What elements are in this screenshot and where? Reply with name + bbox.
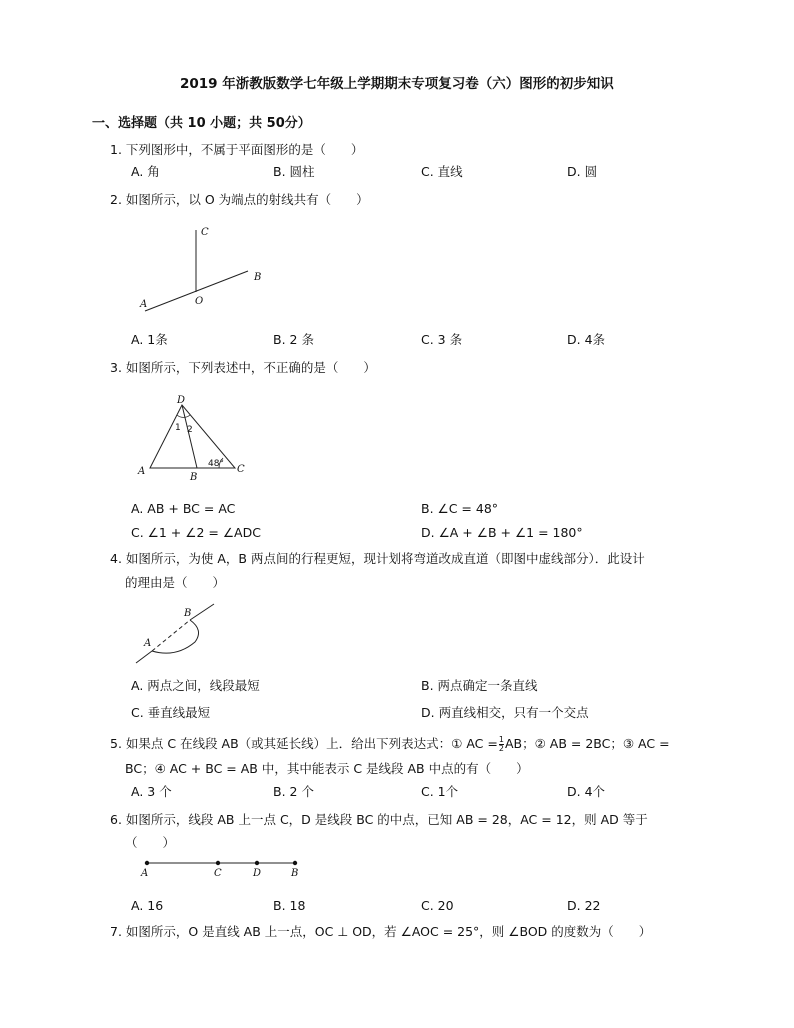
- q5-stem-part1: 5. 如果点 C 在线段 AB（或其延长线）上．给出下列表达式：① AC =: [110, 736, 498, 751]
- q4-label-a: A: [144, 638, 152, 649]
- page-title: 2019 年浙教版数学七年级上学期期末专项复习卷（六）图形的初步知识: [180, 76, 614, 92]
- q2-figure: [130, 222, 270, 317]
- q2-option-c: C. 3 条: [421, 332, 463, 347]
- q3-label-2: 2: [187, 425, 193, 435]
- q5-fraction: [499, 736, 504, 753]
- question-4-stem-line1: 4. 如图所示，为使 A，B 两点间的行程更短，现计划将弯道改成直道（即图中虚线部分）．此设计: [110, 551, 645, 566]
- q1-option-a: A. 角: [131, 164, 160, 179]
- question-3-stem: 3. 如图所示，下列表述中，不正确的是（ ）: [110, 360, 376, 375]
- q4-option-a: A. 两点之间，线段最短: [131, 678, 260, 693]
- q6-label-c: C: [214, 868, 222, 879]
- q5-option-c: C. 1个: [421, 784, 459, 799]
- q3-label-1: 1: [175, 423, 181, 433]
- q4-figure: [132, 600, 232, 670]
- q3-label-c: C: [237, 464, 245, 475]
- q5-frac-num: 1: [498, 735, 504, 744]
- q6-option-b: B. 18: [273, 898, 306, 913]
- question-5-stem-line2: BC；④ AC + BC = AB 中，其中能表示 C 是线段 AB 中点的有（ ）: [125, 761, 529, 776]
- question-1-stem: 1. 下列图形中，不属于平面图形的是（ ）: [110, 142, 364, 157]
- question-4-stem-line2: 的理由是（ ）: [125, 575, 226, 590]
- q3-option-b: B. ∠C = 48°: [421, 501, 499, 516]
- question-6-stem-line2: （ ）: [125, 835, 176, 850]
- q2-label-b: B: [254, 272, 262, 283]
- q4-label-b: B: [184, 608, 192, 619]
- q5-option-b: B. 2 个: [273, 784, 314, 799]
- q4-option-d: D. 两直线相交，只有一个交点: [421, 705, 589, 720]
- q5-frac-den: 2: [498, 744, 504, 753]
- q5-option-d: D. 4个: [567, 784, 606, 799]
- q3-label-a: A: [138, 466, 146, 477]
- q1-option-c: C. 直线: [421, 164, 463, 179]
- q6-option-a: A. 16: [131, 898, 164, 913]
- q2-label-a: A: [140, 299, 148, 310]
- q3-label-b: B: [190, 472, 198, 483]
- q2-option-d: D. 4条: [567, 332, 606, 347]
- q2-label-c: C: [201, 227, 209, 238]
- q6-option-c: C. 20: [421, 898, 454, 913]
- q5-stem-part2: AB；② AB = 2BC；③ AC =: [504, 736, 670, 751]
- q4-option-b: B. 两点确定一条直线: [421, 678, 538, 693]
- q3-option-d: D. ∠A + ∠B + ∠1 = 180°: [421, 525, 583, 540]
- q1-option-b: B. 圆柱: [273, 164, 315, 179]
- q6-option-d: D. 22: [567, 898, 601, 913]
- question-5-stem-line1: [110, 735, 670, 753]
- q3-option-a: A. AB + BC = AC: [131, 501, 236, 516]
- q6-label-d: D: [253, 868, 262, 879]
- q3-option-c: C. ∠1 + ∠2 = ∠ADC: [131, 525, 261, 540]
- q5-option-a: A. 3 个: [131, 784, 172, 799]
- q6-label-b: B: [291, 868, 299, 879]
- q2-option-a: A. 1条: [131, 332, 168, 347]
- question-6-stem-line1: 6. 如图所示，线段 AB 上一点 C，D 是线段 BC 的中点，已知 AB = 28，AC = 12，则 AD 等于: [110, 812, 648, 827]
- q3-figure: [135, 392, 265, 484]
- q2-label-o: O: [195, 296, 204, 307]
- q2-option-b: B. 2 条: [273, 332, 314, 347]
- section-heading: 一、选择题（共 10 小题；共 50分）: [92, 116, 311, 131]
- q6-label-a: A: [141, 868, 149, 879]
- q3-label-48: 48°: [208, 459, 224, 469]
- q1-option-d: D. 圆: [567, 164, 598, 179]
- q6-figure: [135, 855, 310, 879]
- question-2-stem: 2. 如图所示，以 O 为端点的射线共有（ ）: [110, 192, 369, 207]
- question-7-stem: 7. 如图所示，O 是直线 AB 上一点，OC ⊥ OD，若 ∠AOC = 25°，则 ∠BOD 的度数为（ ）: [110, 924, 652, 939]
- q4-option-c: C. 垂直线最短: [131, 705, 211, 720]
- q3-label-d: D: [177, 395, 186, 406]
